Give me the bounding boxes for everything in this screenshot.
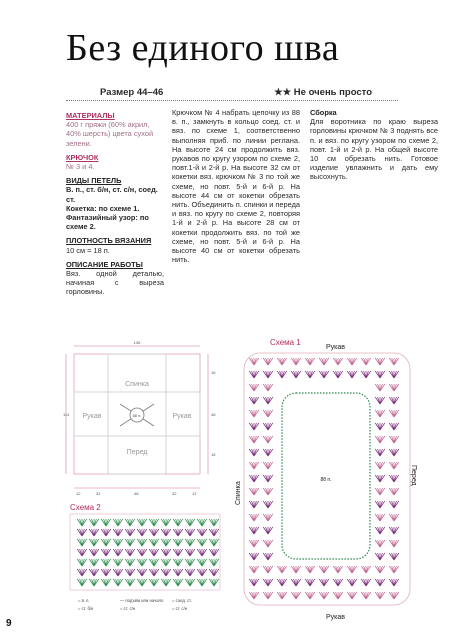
- loops-text: В. п., ст. б/н, ст. с/н, соед. ст.: [66, 185, 158, 204]
- loops-heading: ВИДЫ ПЕТЕЛЬ: [66, 176, 122, 186]
- materials-text: 400 г пряжи (60% акрил, 40% шерсть) цвета сухой зелени.: [66, 120, 154, 148]
- hook-text: № 3 и 4.: [66, 162, 95, 172]
- work-heading: ОПИСАНИЕ РАБОТЫ: [66, 259, 143, 269]
- legend-item: = ст. с/н: [120, 606, 136, 611]
- info-column: [66, 108, 164, 297]
- scheme-2-diagram: [60, 500, 225, 618]
- difficulty-label: ★★ Не очень просто: [274, 87, 372, 98]
- top-dimension: 136: [133, 340, 141, 345]
- scheme-1-label: Схема 1: [270, 338, 301, 347]
- work-text: Вяз. одной деталью, начиная с выреза горловины.: [66, 269, 164, 297]
- right-dimension: 48: [211, 412, 216, 417]
- density-text: 10 см = 18 п.: [66, 245, 110, 255]
- legend-item: = ст. б/н: [78, 606, 94, 611]
- page-number: 9: [6, 618, 12, 629]
- legend-item: = ст. с/н: [172, 606, 188, 611]
- side-dimension: 114: [63, 412, 70, 417]
- materials-heading: МАТЕРИАЛЫ: [66, 111, 115, 120]
- yoke-text: Кокетка: по схеме 1.: [66, 203, 140, 213]
- assembly-heading: Сборка: [310, 108, 337, 117]
- scheme-1-diagram: [226, 335, 434, 625]
- legend-item: = в. п.: [78, 598, 90, 603]
- front-label: Перед: [410, 465, 417, 486]
- divider: [66, 100, 398, 101]
- sleeve-right-label: Рукав: [172, 413, 192, 420]
- legend-item: = соед. ст.: [172, 598, 192, 603]
- fancy-text: Фантазийный узор: по схеме 2.: [66, 213, 149, 232]
- back-label: Спинка: [235, 481, 242, 505]
- sleeve-bottom-label: Рукав: [326, 614, 345, 621]
- bottom-dimension: 12: [76, 491, 81, 496]
- sleeve-top-label: Рукав: [326, 344, 345, 351]
- bottom-dimension: 12: [192, 491, 197, 496]
- right-dimension: 16: [211, 370, 216, 375]
- assembly-column: [310, 108, 438, 182]
- meta-row: [100, 87, 372, 98]
- scheme-2-stitches: [77, 519, 219, 586]
- page-title: Без единого шва: [66, 27, 340, 69]
- instructions-column: Крючком № 4 набрать цепочку из 88 в. п., замкнуть в кольцо соед. ст. и вяз. по схеме 1, соответственно выполняя приб. по линии реглана. На высоте 24 см продолжить вяз. рукавов по кругу узором по схеме 2, повт.1-й и 2-й р. На высоте 32 см от кокетки вяз. крючком № 3 по той же схеме, но повт. 5-й и 6-й р. На высоте 44 см от кокетки обрезать нить. Объединить п. спинки и переда и вяз. по кругу по схеме 2, повторяя 1-й и 2-й р. На высоте 28 см от кокетки продолжить вяз. по той же схеме, но повт. 5-й и 6-й р. На высоте 40 см от кокетки обрезать нить.: [172, 108, 301, 265]
- center-label: 88 п.: [132, 413, 142, 418]
- size-label: Размер 44–46: [100, 87, 164, 98]
- front-label: Перед: [126, 449, 148, 456]
- bottom-dimension: 48: [134, 491, 139, 496]
- right-dimension: 18: [211, 452, 216, 457]
- pattern-schematic: [60, 338, 220, 498]
- density-heading: ПЛОТНОСТЬ ВЯЗАНИЯ: [66, 236, 152, 246]
- bottom-dimension: 32: [172, 491, 177, 496]
- assembly-text: Для воротника по краю выреза горловины крючком № 3 поднять все п. и вяз. по кругу узором по схеме 2, повт. 1-й и 2-й р. На общей высоте 10 см обрезать нить. Готовое изделие увлажнить и дать ему высохнуть.: [310, 117, 438, 182]
- back-label: Спинка: [125, 381, 149, 388]
- hook-heading: КРЮЧОК: [66, 152, 99, 162]
- sleeve-left-label: Рукав: [82, 413, 102, 420]
- bottom-dimension: 32: [96, 491, 101, 496]
- legend-item: — подъём или начало: [120, 598, 164, 603]
- center-count: 88 п.: [320, 477, 332, 483]
- scheme-2-label: Схема 2: [70, 503, 101, 512]
